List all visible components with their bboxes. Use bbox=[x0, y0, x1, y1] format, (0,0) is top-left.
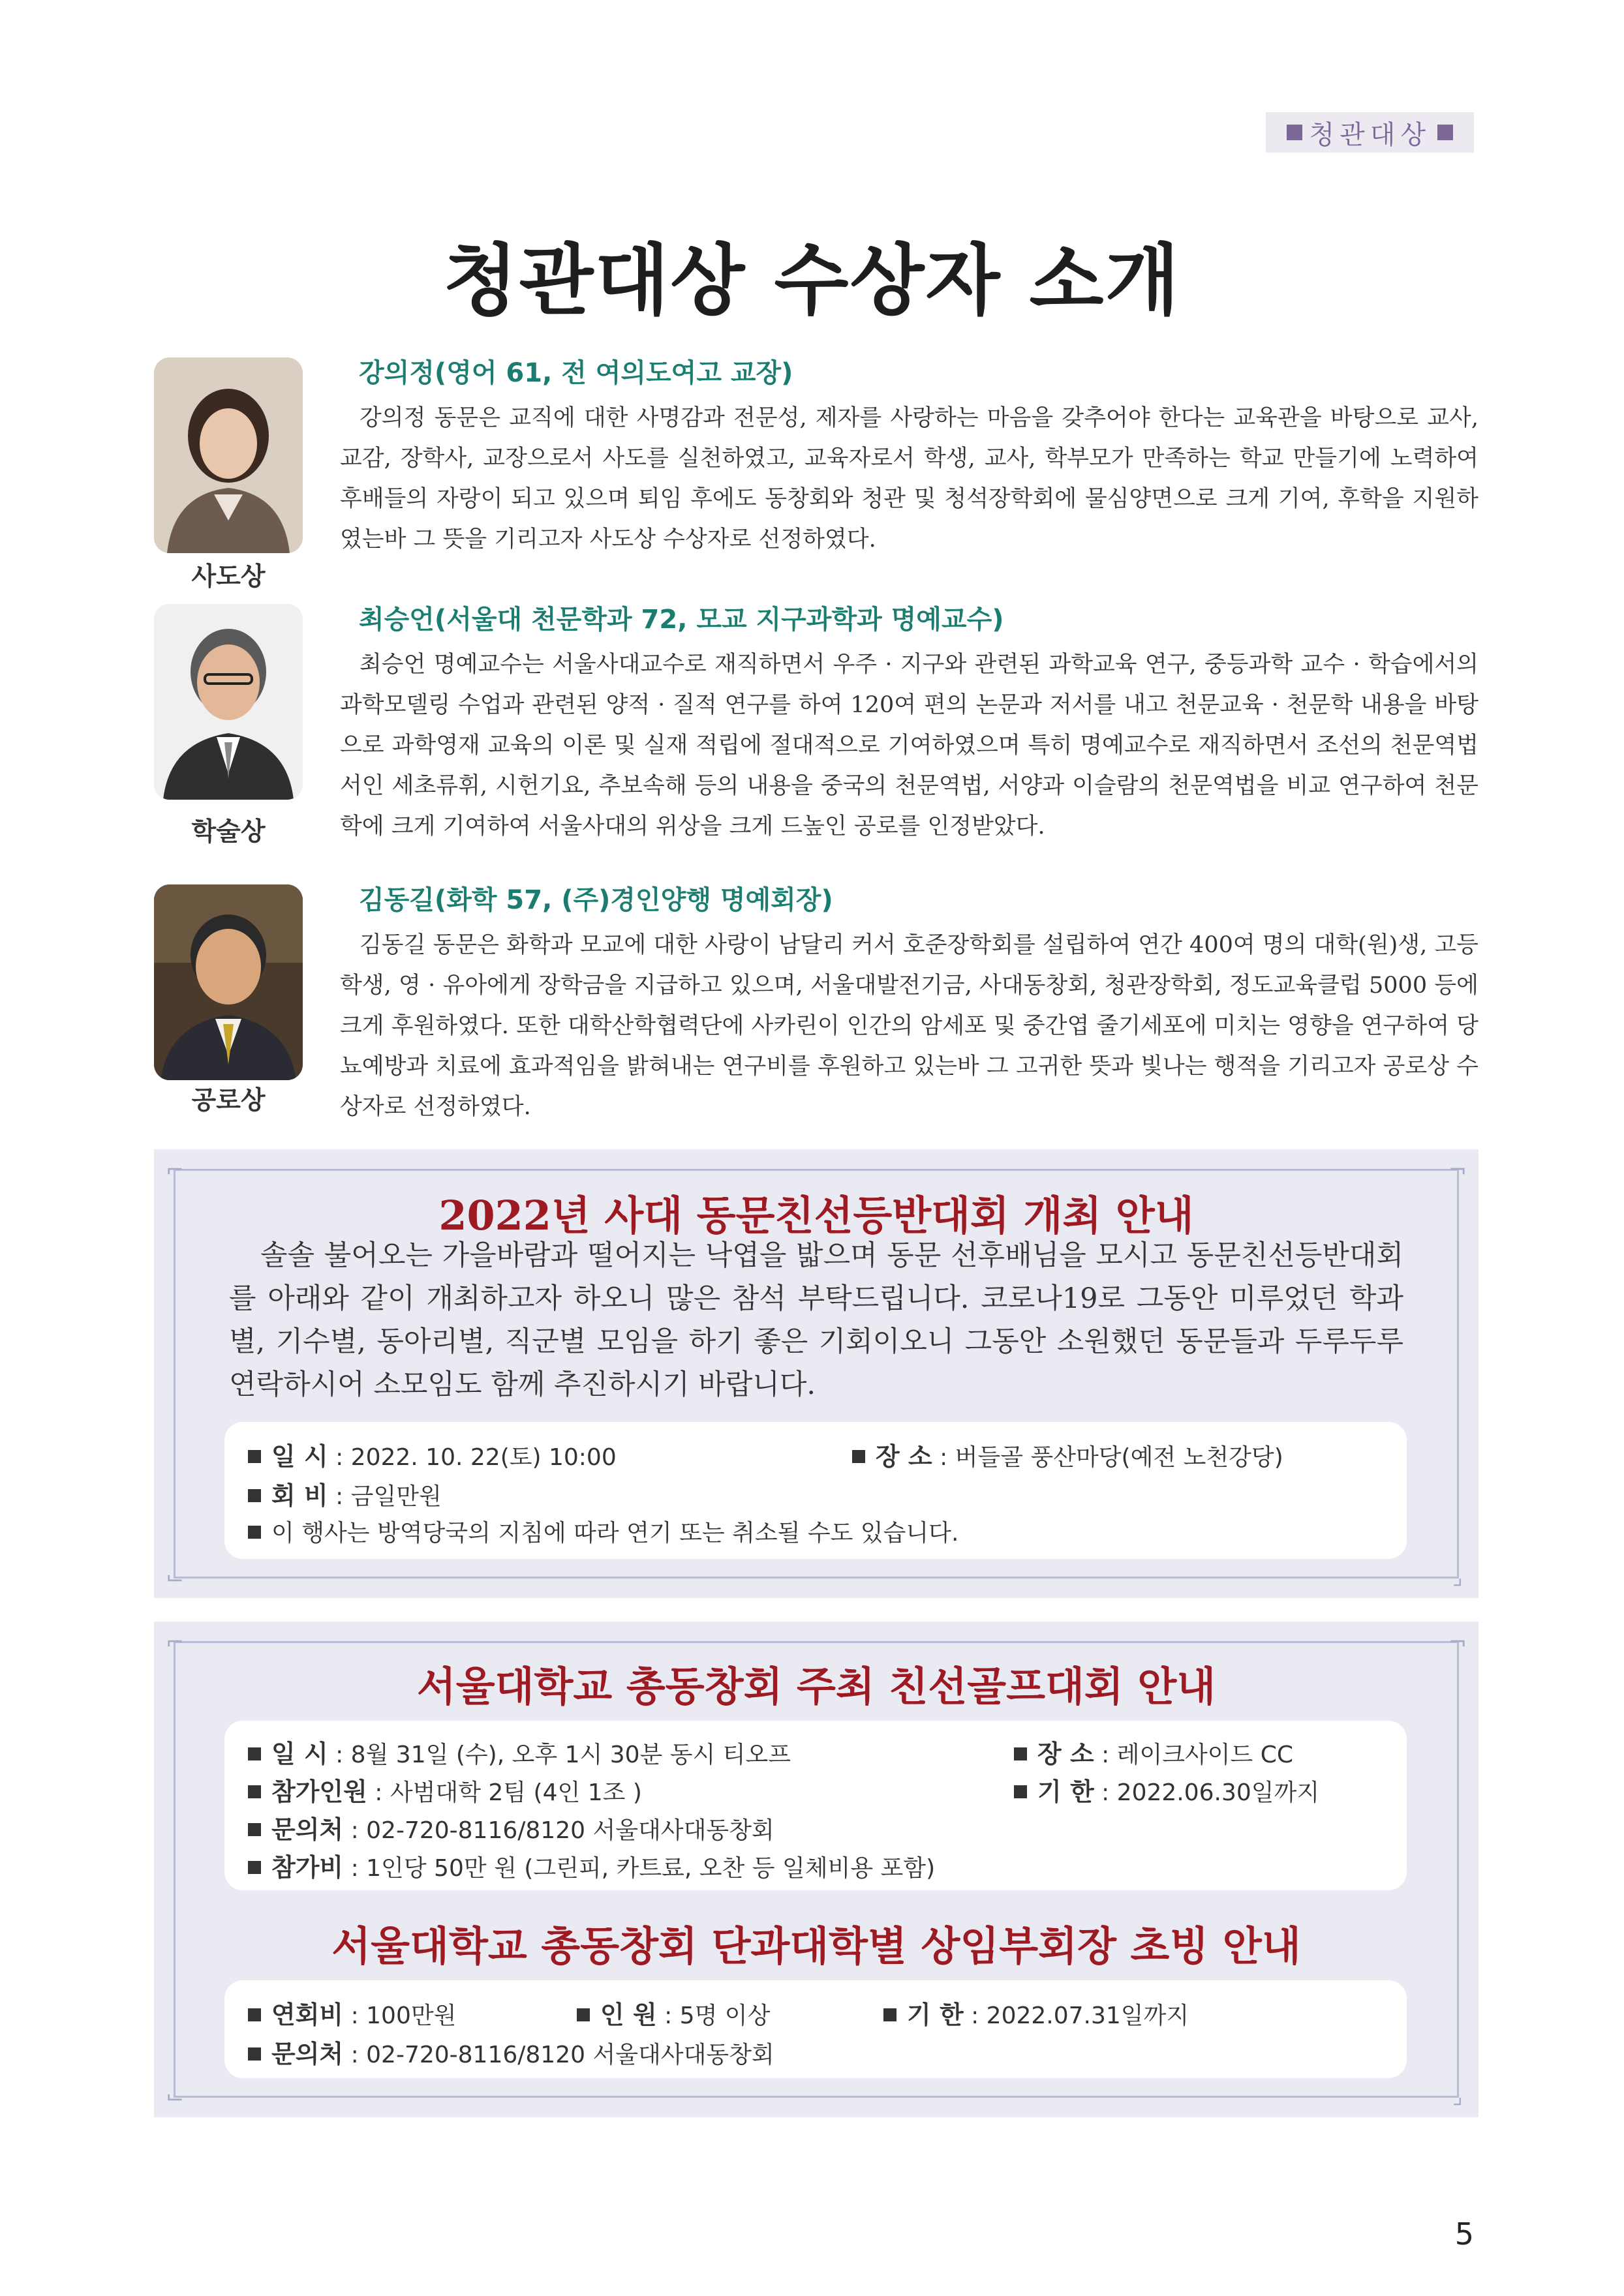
person-photo-icon bbox=[154, 357, 303, 553]
award-label: 사도상 bbox=[191, 562, 266, 592]
award-label: 공로상 bbox=[191, 1086, 266, 1115]
notice-title: 서울대학교 총동창회 단과대학별 상임부회장 초빙 안내 bbox=[331, 1922, 1301, 1970]
notice-panel-hiking bbox=[154, 1149, 1478, 1598]
square-bullet-icon bbox=[248, 1450, 261, 1463]
corner-ornament-icon: ¬ bbox=[1448, 1157, 1467, 1183]
page-title: 청관대상 수상자 소개 bbox=[443, 235, 1181, 325]
square-bullet-icon bbox=[248, 2008, 261, 2021]
square-bullet-icon bbox=[1014, 1785, 1027, 1798]
notice-info-box bbox=[224, 1721, 1407, 1890]
recipient-photo bbox=[154, 357, 303, 553]
corner-ornament-icon: ⌐ bbox=[165, 1157, 185, 1183]
notice-info-box bbox=[224, 1422, 1407, 1559]
info-deadline: 기 한 : 2022.06.30일까지 bbox=[1014, 1772, 1319, 1807]
info-date: 일 시 : 8월 31일 (수), 오후 1시 30분 동시 티오프 bbox=[248, 1734, 791, 1770]
info-note: 이 행사는 방역당국의 지침에 따라 연기 또는 취소될 수도 있습니다. bbox=[248, 1515, 958, 1548]
square-bullet-icon bbox=[248, 1785, 261, 1798]
info-fee: 참가비 : 1인당 50만 원 (그린피, 카트료, 오찬 등 일체비용 포함) bbox=[248, 1847, 935, 1883]
person-photo-icon bbox=[154, 604, 303, 800]
square-bullet-icon bbox=[248, 1747, 261, 1760]
square-bullet-icon bbox=[577, 2008, 590, 2021]
info-headcount: 인 원 : 5명 이상 bbox=[577, 1995, 770, 2031]
section-tag bbox=[1266, 112, 1474, 153]
corner-ornament-icon: ⌟ bbox=[1452, 2083, 1463, 2109]
square-bullet-icon bbox=[248, 2047, 261, 2061]
square-bullet-icon bbox=[883, 2008, 896, 2021]
award-description: 김동길 동문은 화학과 모교에 대한 사랑이 남달리 커서 호준장학회를 설립하여 연간 400여 명의 대학(원)생, 고등학생, 영 · 유아에게 장학금을 지급하고 있으며, 서울대발전기금, 사대동창회, 청관장학회, 정도교육클럽 5000 등에 크게 후원하였다. 또한 대학산학협력단에 사카린이 인간의 암세포 및 중간엽 줄기세포에 미치는 영향을 연구하여 당뇨예방과 치료에 효과적임을 밝혀내는 연구비를 후원하고 있는바 그 고귀한 뜻과 빛나는 행적을 기리고자 공로상 수상자로 선정하였다. bbox=[340, 932, 1478, 1120]
recipient-name-line: 최승언(서울대 천문학과 72, 모교 지구과학과 명예교수) bbox=[359, 605, 1004, 635]
notice-title: 서울대학교 총동창회 주최 친선골프대회 안내 bbox=[416, 1663, 1216, 1710]
square-bullet-icon bbox=[1014, 1747, 1027, 1760]
award-description: 최승언 명예교수는 서울사대교수로 재직하면서 우주 · 지구와 관련된 과학교육 연구, 중등과학 교수 · 학습에서의 과학모델링 수업과 관련된 양적 · 질적 연구를 하여 120여 편의 논문과 저서를 내고 천문교육 · 천문학 내용을 바탕으로 과학영재 교육의 이론 및 실재 적립에 절대적으로 기여하였으며 특히 명예교수로 재직하면서 조선의 천문역법서인 세초류휘, 시헌기요, 추보속해 등의 내용을 중국의 천문역법, 서양과 이슬람의 천문역법을 비교 연구하여 천문학에 크게 기여하여 서울사대의 위상을 크게 드높인 공로를 인정받았다. bbox=[340, 652, 1478, 839]
award-description: 강의정 동문은 교직에 대한 사명감과 전문성, 제자를 사랑하는 마음을 갖추어야 한다는 교육관을 바탕으로 교사, 교감, 장학사, 교장으로서 사도를 실천하였고, 교육자로서 학생, 교사, 학부모가 만족하는 학교 만들기에 노력하여 후배들의 자랑이 되고 있으며 퇴임 후에도 동창회와 청관 및 청석장학회에 물심양면으로 크게 기여, 후학을 지원하였는바 그 뜻을 기리고자 사도상 수상자로 선정하였다. bbox=[340, 405, 1478, 552]
square-bullet-icon bbox=[248, 1489, 261, 1502]
award-entry-merit bbox=[154, 884, 1478, 1158]
info-fee: 회 비 : 금일만원 bbox=[248, 1475, 442, 1511]
recipient-photo bbox=[154, 604, 303, 800]
square-bullet-icon bbox=[248, 1526, 261, 1539]
corner-ornament-icon: ⌟ bbox=[1452, 1564, 1463, 1590]
corner-ornament-icon: ¬ bbox=[1448, 1629, 1467, 1655]
info-contact: 문의처 : 02-720-8116/8120 서울대사대동창회 bbox=[248, 1809, 774, 1845]
info-deadline: 기 한 : 2022.07.31일까지 bbox=[883, 1995, 1189, 2031]
person-photo-icon bbox=[154, 884, 303, 1080]
recipient-name-line: 김동길(화학 57, (주)경인양행 명예회장) bbox=[359, 885, 833, 915]
corner-ornament-icon: ⌙ bbox=[165, 1564, 185, 1590]
page-number: 5 bbox=[1454, 2216, 1474, 2252]
corner-ornament-icon: ⌐ bbox=[165, 1629, 185, 1655]
info-annual-fee: 연회비 : 100만원 bbox=[248, 1995, 456, 2031]
notice-info-box bbox=[224, 1980, 1407, 2078]
recipient-photo bbox=[154, 884, 303, 1080]
corner-ornament-icon: ⌙ bbox=[165, 2083, 185, 2109]
square-bullet-icon bbox=[852, 1450, 865, 1463]
notice-body: 솔솔 불어오는 가을바람과 떨어지는 낙엽을 밟으며 동문 선후배님을 모시고 동문친선등반대회를 아래와 같이 개최하고자 하오니 많은 참석 부탁드립니다. 코로나19로 그동안 미루었던 학과별, 기수별, 동아리별, 직군별 모임을 하기 좋은 기회이오니 그동안 소원했던 동문들과 두루두루 연락하시어 소모임도 함께 추진하시기 바랍니다. bbox=[229, 1239, 1403, 1401]
award-entry-academic bbox=[154, 604, 1478, 878]
square-bullet-icon bbox=[1437, 125, 1453, 140]
info-place: 장 소 : 버들골 풍산마당(예전 노천강당) bbox=[852, 1436, 1283, 1472]
award-label: 학술상 bbox=[191, 817, 266, 847]
award-entry-sado bbox=[154, 357, 1478, 592]
notice-panel-golf bbox=[154, 1622, 1478, 2117]
square-bullet-icon bbox=[248, 1823, 261, 1836]
notice-title: 2022년 사대 동문친선등반대회 개최 안내 bbox=[438, 1192, 1194, 1239]
info-date: 일 시 : 2022. 10. 22(토) 10:00 bbox=[248, 1436, 617, 1472]
square-bullet-icon bbox=[1287, 125, 1302, 140]
recipient-name-line: 강의정(영어 61, 전 여의도여고 교장) bbox=[359, 358, 793, 388]
square-bullet-icon bbox=[248, 1861, 261, 1874]
info-place: 장 소 : 레이크사이드 CC bbox=[1014, 1734, 1293, 1770]
info-contact: 문의처 : 02-720-8116/8120 서울대사대동창회 bbox=[248, 2034, 774, 2070]
info-participants: 참가인원 : 사범대학 2팀 (4인 1조 ) bbox=[248, 1772, 642, 1807]
section-tag-label: 청관대상 bbox=[1309, 119, 1431, 150]
